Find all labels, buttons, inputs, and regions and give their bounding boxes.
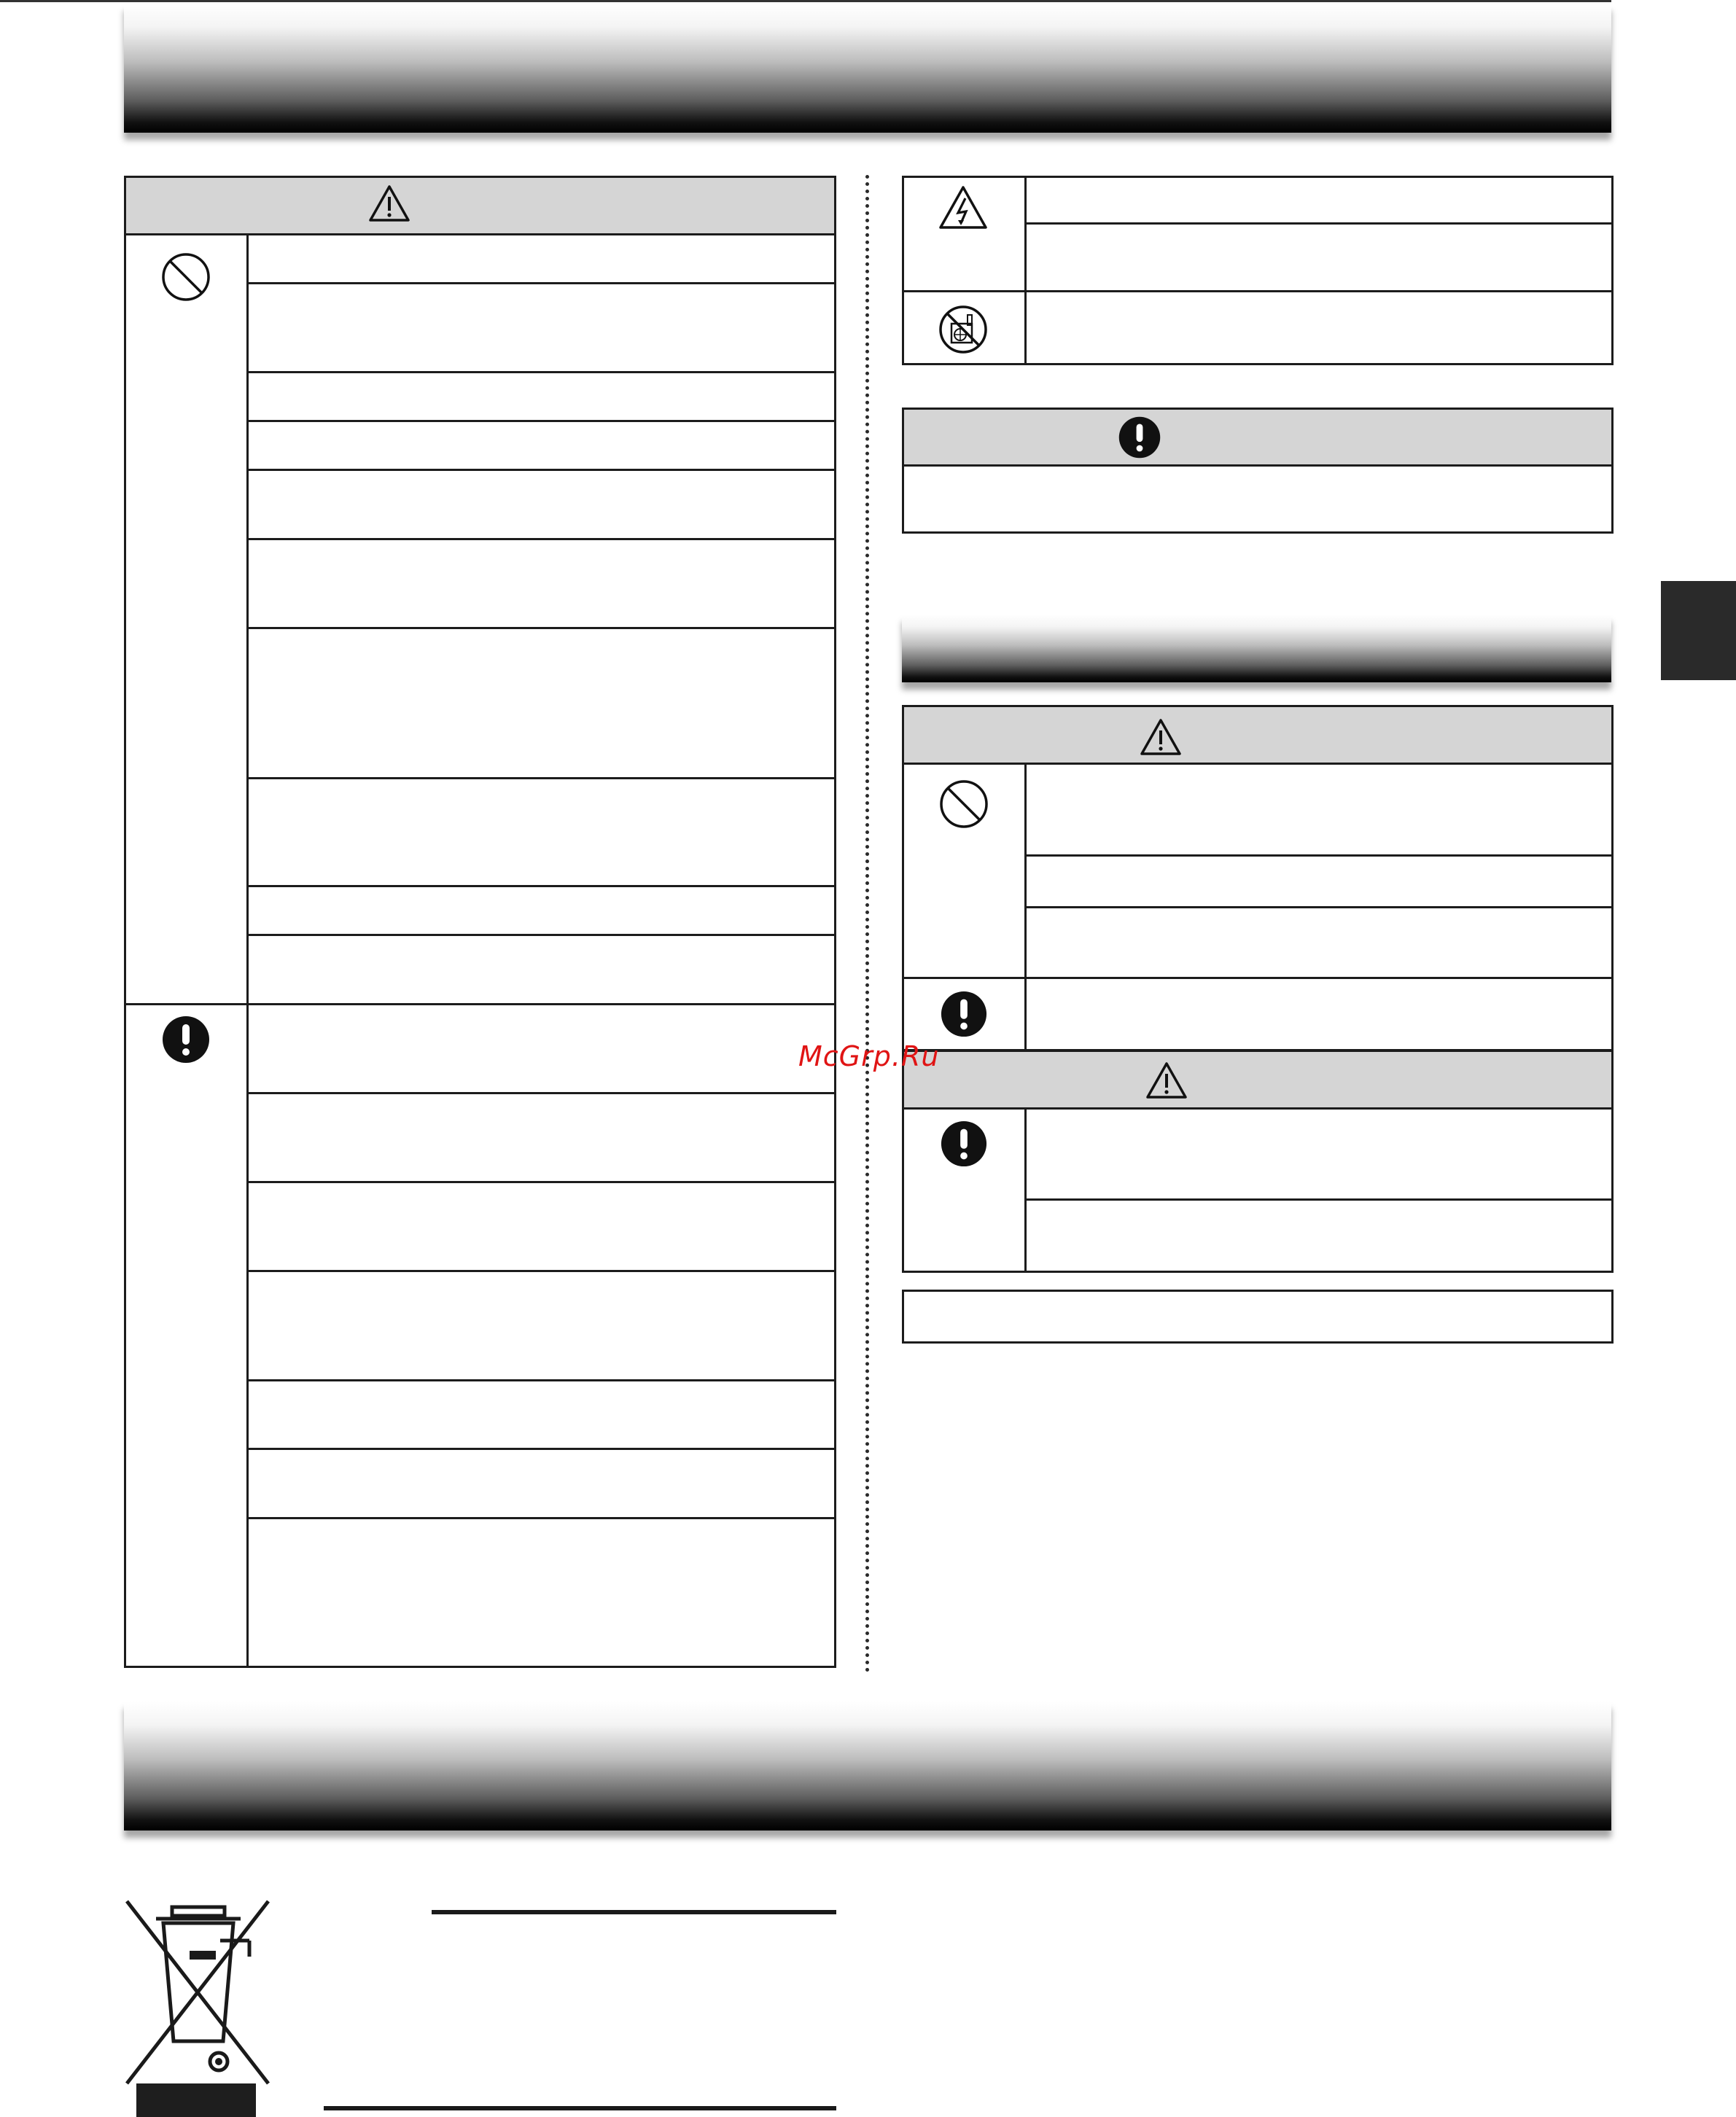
table-row-divider	[246, 1270, 836, 1272]
table-row-divider	[246, 469, 836, 471]
no-wet-hands-icon	[938, 305, 988, 354]
column-separator	[865, 175, 869, 1673]
warning-triangle-icon	[1145, 1061, 1188, 1099]
electric-shock-triangle-icon	[938, 185, 988, 230]
table-row-divider	[246, 777, 836, 779]
warning-triangle-icon	[368, 184, 410, 222]
right-caution-header	[902, 1050, 1614, 1110]
disposal-lower-rule	[324, 2106, 836, 2110]
right-note-box	[902, 1290, 1614, 1344]
warning-triangle-icon	[1140, 718, 1182, 756]
prohibition-icon	[160, 252, 211, 303]
right-notice-body	[902, 464, 1614, 534]
left-warning-table	[124, 233, 836, 1668]
table-row-divider	[246, 1379, 836, 1381]
left-warning-header	[124, 176, 836, 235]
exclamation-circle-icon	[1118, 416, 1161, 459]
disposal-upper-rule	[432, 1910, 836, 1914]
table-row-divider	[1024, 906, 1614, 908]
top-rule	[0, 0, 1611, 2]
table-row-divider	[246, 1092, 836, 1094]
table-group-divider	[124, 1003, 836, 1005]
right-section-banner	[902, 615, 1611, 682]
right-caution-table	[902, 1107, 1614, 1273]
prohibition-icon	[938, 779, 989, 830]
right-caution-table-top	[902, 176, 1614, 365]
disposal-black-bar	[136, 2083, 256, 2117]
top-section-banner	[124, 4, 1611, 133]
table-row-divider	[246, 1517, 836, 1519]
right-notice-header	[902, 408, 1614, 467]
table-row-divider	[246, 1448, 836, 1450]
exclamation-circle-icon	[161, 1015, 211, 1064]
table-row-divider	[1024, 854, 1614, 857]
table-row-divider	[246, 371, 836, 373]
table-row-divider	[246, 885, 836, 887]
table-row-divider	[1024, 1198, 1614, 1201]
table-row-divider	[246, 627, 836, 629]
table-row-divider	[246, 538, 836, 540]
crossed-out-wheelie-bin-icon	[122, 1898, 274, 2089]
table-row-divider	[1024, 222, 1614, 225]
left-table-icon-column-divider	[246, 233, 249, 1668]
watermark-text: McGrp.Ru	[798, 1040, 940, 1072]
bottom-section-banner	[124, 1701, 1611, 1831]
table-row-divider	[246, 282, 836, 284]
table-row-divider	[246, 934, 836, 936]
right-warning-header	[902, 705, 1614, 765]
table-group-divider	[902, 290, 1614, 292]
table-group-divider	[902, 977, 1614, 979]
table-row-divider	[246, 420, 836, 422]
table-row-divider	[246, 1181, 836, 1183]
side-tab	[1661, 581, 1736, 680]
exclamation-circle-icon	[940, 1120, 988, 1168]
right-caution-icon-column-divider	[1024, 1107, 1027, 1273]
exclamation-circle-icon	[940, 990, 988, 1038]
right-top-icon-column-divider	[1024, 176, 1027, 365]
